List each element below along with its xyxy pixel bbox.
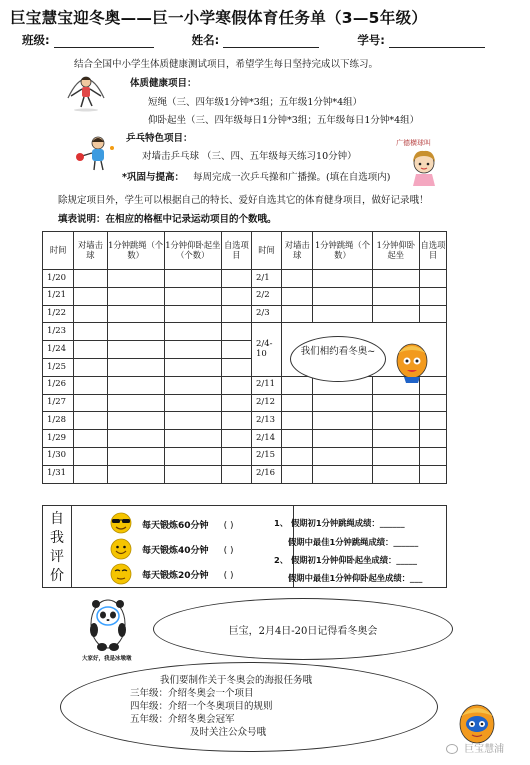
right-entry-cell[interactable] [313, 305, 372, 323]
left-entry-cell[interactable] [221, 305, 251, 323]
table-header-row [43, 232, 447, 270]
table-header-cell: 1分钟跳绳（个数） [107, 232, 164, 270]
left-entry-cell[interactable] [74, 394, 107, 412]
right-entry-cell[interactable] [420, 412, 447, 430]
left-entry-cell[interactable] [107, 430, 164, 448]
self-eval-label: 自 我 评 价 [43, 506, 72, 587]
table-row [43, 287, 447, 305]
table-header-cell: 时间 [251, 232, 281, 270]
left-entry-cell[interactable] [164, 430, 221, 448]
left-entry-cell[interactable] [221, 447, 251, 465]
consolidate-text: 每周完成一次乒乓操和广播操。(填在自选项内) [193, 172, 391, 183]
table-row [43, 305, 447, 323]
left-entry-cell[interactable] [221, 323, 251, 341]
right-date-cell: 2/14 [251, 430, 281, 448]
left-entry-cell[interactable] [107, 358, 164, 376]
left-entry-cell[interactable] [164, 465, 221, 483]
right-entry-cell[interactable] [372, 270, 419, 288]
left-entry-cell[interactable] [107, 323, 164, 341]
pingpong-kid-icon [74, 134, 118, 172]
left-entry-cell[interactable] [107, 412, 164, 430]
left-entry-cell[interactable] [164, 376, 221, 394]
poster-line-grade5: 五年级：介绍冬奥会冠军 [130, 714, 235, 725]
left-date-cell: 1/27 [43, 394, 74, 412]
table-header-cell: 1分钟仰卧起坐（个数） [164, 232, 221, 270]
level-40-row: 每天锻炼40分钟 ( ) [142, 546, 234, 556]
left-date-cell: 1/20 [43, 270, 74, 288]
left-entry-cell[interactable] [74, 412, 107, 430]
poster-line-grade4: 四年级：介绍一个冬奥项目的规则 [130, 701, 273, 712]
left-date-cell: 1/26 [43, 376, 74, 394]
left-entry-cell[interactable] [164, 305, 221, 323]
right-entry-cell[interactable] [372, 394, 419, 412]
left-entry-cell[interactable] [74, 465, 107, 483]
girl-with-sign-icon [404, 148, 444, 188]
reminder-bubble-text: 巨宝，2月4日-20日记得看冬奥会 [228, 626, 378, 637]
poster-line-follow: 及时关注公众号哦 [190, 727, 267, 738]
left-entry-cell[interactable] [221, 287, 251, 305]
name-field[interactable] [223, 36, 319, 48]
left-entry-cell[interactable] [107, 270, 164, 288]
right-entry-cell[interactable] [420, 465, 447, 483]
right-entry-cell[interactable] [282, 465, 313, 483]
result-situp-best[interactable]: 假期中最佳1分钟仰卧起坐成绩：___ [288, 573, 423, 583]
left-entry-cell[interactable] [221, 394, 251, 412]
left-entry-cell[interactable] [164, 447, 221, 465]
left-date-cell: 1/24 [43, 341, 74, 359]
page-title: 巨宝慧宝迎冬奥——巨一小学寒假体育任务单（3—5年级） [10, 9, 428, 27]
table-row [43, 376, 447, 394]
level-20-row: 每天锻炼20分钟 ( ) [142, 571, 234, 581]
table-row [43, 270, 447, 288]
left-date-cell: 1/30 [43, 447, 74, 465]
olympic-bubble-text: 我们相约看冬奥~ [300, 346, 376, 357]
table-row [43, 465, 447, 483]
level-60-row: 每天锻炼60分钟 ( ) [142, 521, 234, 531]
right-entry-cell[interactable] [313, 394, 372, 412]
watermark-row [446, 740, 504, 755]
consolidate-label: *巩固与提高： [122, 172, 184, 183]
left-entry-cell[interactable] [164, 270, 221, 288]
self-evaluation-box [42, 505, 447, 588]
left-entry-cell[interactable] [221, 430, 251, 448]
student-id-field[interactable] [389, 36, 485, 48]
left-entry-cell[interactable] [164, 323, 221, 341]
mascot-caption: 大家好，我是冰墩墩 [82, 656, 132, 662]
right-entry-cell[interactable] [313, 287, 372, 305]
right-date-cell: 2/1 [251, 270, 281, 288]
right-entry-cell[interactable] [282, 376, 313, 394]
left-entry-cell[interactable] [107, 287, 164, 305]
left-entry-cell[interactable] [164, 394, 221, 412]
level-20-check[interactable]: ( ) [223, 571, 234, 581]
right-date-cell: 2/12 [251, 394, 281, 412]
left-entry-cell[interactable] [221, 412, 251, 430]
left-entry-cell[interactable] [164, 341, 221, 359]
right-entry-cell[interactable] [282, 447, 313, 465]
right-entry-cell[interactable] [282, 305, 313, 323]
self-eval-levels [72, 506, 294, 587]
poster-task-text [130, 674, 312, 739]
table-header-cell: 1分钟仰卧起坐 [372, 232, 419, 270]
pingpong-heading: 乒乓特色项目： [126, 133, 193, 144]
left-entry-cell[interactable] [74, 305, 107, 323]
left-date-cell: 1/23 [43, 323, 74, 341]
result-jump-best[interactable]: 假期中最佳1分钟跳绳成绩：______ [288, 537, 419, 547]
right-entry-cell[interactable] [282, 270, 313, 288]
right-entry-cell[interactable] [372, 447, 419, 465]
right-date-cell: 2/15 [251, 447, 281, 465]
left-entry-cell[interactable] [164, 287, 221, 305]
wechat-icon [446, 744, 458, 754]
fitness-item-jump-rope: 短绳（三、四年级1分钟*3组；五年级1分钟*4组） [148, 97, 363, 108]
neutral-emoji-icon [109, 563, 133, 585]
left-entry-cell[interactable] [74, 341, 107, 359]
level-40-check[interactable]: ( ) [223, 546, 234, 556]
right-entry-cell[interactable] [282, 430, 313, 448]
left-entry-cell[interactable] [107, 447, 164, 465]
poster-line-intro: 我们要制作关于冬奥会的海报任务哦 [160, 675, 313, 686]
result-jump-start[interactable]: 1、 假期初1分钟跳绳成绩：______ [274, 518, 405, 528]
fill-instructions: 填表说明：在相应的格框中记录运动项目的个数哦。 [58, 214, 277, 225]
right-entry-cell[interactable] [372, 305, 419, 323]
right-date-cell: 2/13 [251, 412, 281, 430]
left-date-cell: 1/29 [43, 430, 74, 448]
right-entry-cell[interactable] [313, 465, 372, 483]
table-header-cell: 对墙击球 [74, 232, 107, 270]
smile-emoji-icon [109, 538, 133, 560]
table-header-cell: 自选项目 [420, 232, 447, 270]
left-entry-cell[interactable] [107, 305, 164, 323]
student-info-row [22, 32, 522, 48]
table-row [43, 412, 447, 430]
right-entry-cell[interactable] [282, 287, 313, 305]
right-date-cell: 2/3 [251, 305, 281, 323]
left-date-cell: 1/31 [43, 465, 74, 483]
class-field[interactable] [54, 36, 154, 48]
right-date-cell: 2/11 [251, 376, 281, 394]
right-date-cell: 2/16 [251, 465, 281, 483]
pingpong-item: 对墙击乒乓球 （三、四、五年级每天练习10分钟） [142, 151, 357, 162]
table-row [43, 323, 447, 341]
right-entry-cell[interactable] [372, 412, 419, 430]
table-header-cell: 自选项目 [221, 232, 251, 270]
right-entry-cell[interactable] [372, 430, 419, 448]
left-entry-cell[interactable] [164, 358, 221, 376]
name-label: 姓名: [191, 33, 220, 47]
right-entry-cell[interactable] [420, 430, 447, 448]
table-header-cell: 对墙击球 [282, 232, 313, 270]
right-entry-cell[interactable] [420, 287, 447, 305]
left-entry-cell[interactable] [74, 358, 107, 376]
right-entry-cell[interactable] [420, 270, 447, 288]
other-items-note: 除规定项目外，学生可以根据自己的特长、爱好自选其它的体育健身项目，做好记录哦！ [58, 195, 429, 206]
table-row [43, 447, 447, 465]
fitness-item-situps: 仰卧起坐（三、四年级每日1分钟*3组；五年级每日1分钟*4组） [148, 115, 420, 126]
right-entry-cell[interactable] [282, 412, 313, 430]
self-eval-results [274, 506, 446, 587]
right-entry-cell[interactable] [372, 287, 419, 305]
exercise-log-table [42, 231, 447, 484]
result-situp-start[interactable]: 2、 假期初1分钟仰卧起坐成绩：_____ [274, 555, 418, 565]
left-date-cell: 1/28 [43, 412, 74, 430]
right-entry-cell[interactable] [313, 447, 372, 465]
left-entry-cell[interactable] [107, 341, 164, 359]
left-entry-cell[interactable] [74, 376, 107, 394]
jump-rope-kid-icon [62, 68, 110, 112]
pingpong-sign-text: 广德横球叫 [396, 139, 431, 147]
right-entry-cell[interactable] [420, 394, 447, 412]
poster-line-grade3: 三年级：介绍冬奥会一个项目 [130, 688, 254, 699]
left-entry-cell[interactable] [221, 341, 251, 359]
left-date-cell: 1/22 [43, 305, 74, 323]
right-entry-cell[interactable] [313, 430, 372, 448]
cool-emoji-icon [109, 512, 133, 534]
left-entry-cell[interactable] [107, 394, 164, 412]
left-date-cell: 1/21 [43, 287, 74, 305]
left-entry-cell[interactable] [74, 270, 107, 288]
left-entry-cell[interactable] [221, 270, 251, 288]
left-entry-cell[interactable] [221, 376, 251, 394]
consolidate-row [122, 169, 390, 183]
olympic-mascot-icon [392, 339, 432, 383]
olympic-speech-bubble [290, 336, 386, 382]
right-entry-cell[interactable] [420, 447, 447, 465]
left-date-cell: 1/25 [43, 358, 74, 376]
intro-text: 结合全国中小学生体质健康测试项目，希望学生每日坚持完成以下练习。 [74, 59, 379, 70]
left-entry-cell[interactable] [221, 465, 251, 483]
right-entry-cell[interactable] [420, 305, 447, 323]
right-entry-cell[interactable] [313, 412, 372, 430]
left-entry-cell[interactable] [74, 447, 107, 465]
right-entry-cell[interactable] [282, 394, 313, 412]
id-label: 学号: [357, 33, 385, 47]
watermark-text: 巨宝慧浦 [464, 744, 505, 755]
left-entry-cell[interactable] [107, 376, 164, 394]
table-row [43, 394, 447, 412]
class-label: 班级: [22, 33, 50, 47]
bing-dwen-dwen-mascot-icon [86, 594, 130, 652]
table-header-cell: 1分钟跳绳（个数） [313, 232, 372, 270]
right-entry-cell[interactable] [313, 270, 372, 288]
left-entry-cell[interactable] [74, 430, 107, 448]
left-entry-cell[interactable] [74, 287, 107, 305]
olympic-date-range-cell: 2/4-10 [251, 323, 281, 376]
table-header-cell: 时间 [43, 232, 74, 270]
left-entry-cell[interactable] [107, 465, 164, 483]
right-entry-cell[interactable] [372, 465, 419, 483]
level-60-check[interactable]: ( ) [223, 521, 234, 531]
left-entry-cell[interactable] [164, 412, 221, 430]
table-row [43, 430, 447, 448]
right-date-cell: 2/2 [251, 287, 281, 305]
fitness-heading: 体质健康项目： [130, 78, 197, 89]
left-entry-cell[interactable] [221, 358, 251, 376]
left-entry-cell[interactable] [74, 323, 107, 341]
